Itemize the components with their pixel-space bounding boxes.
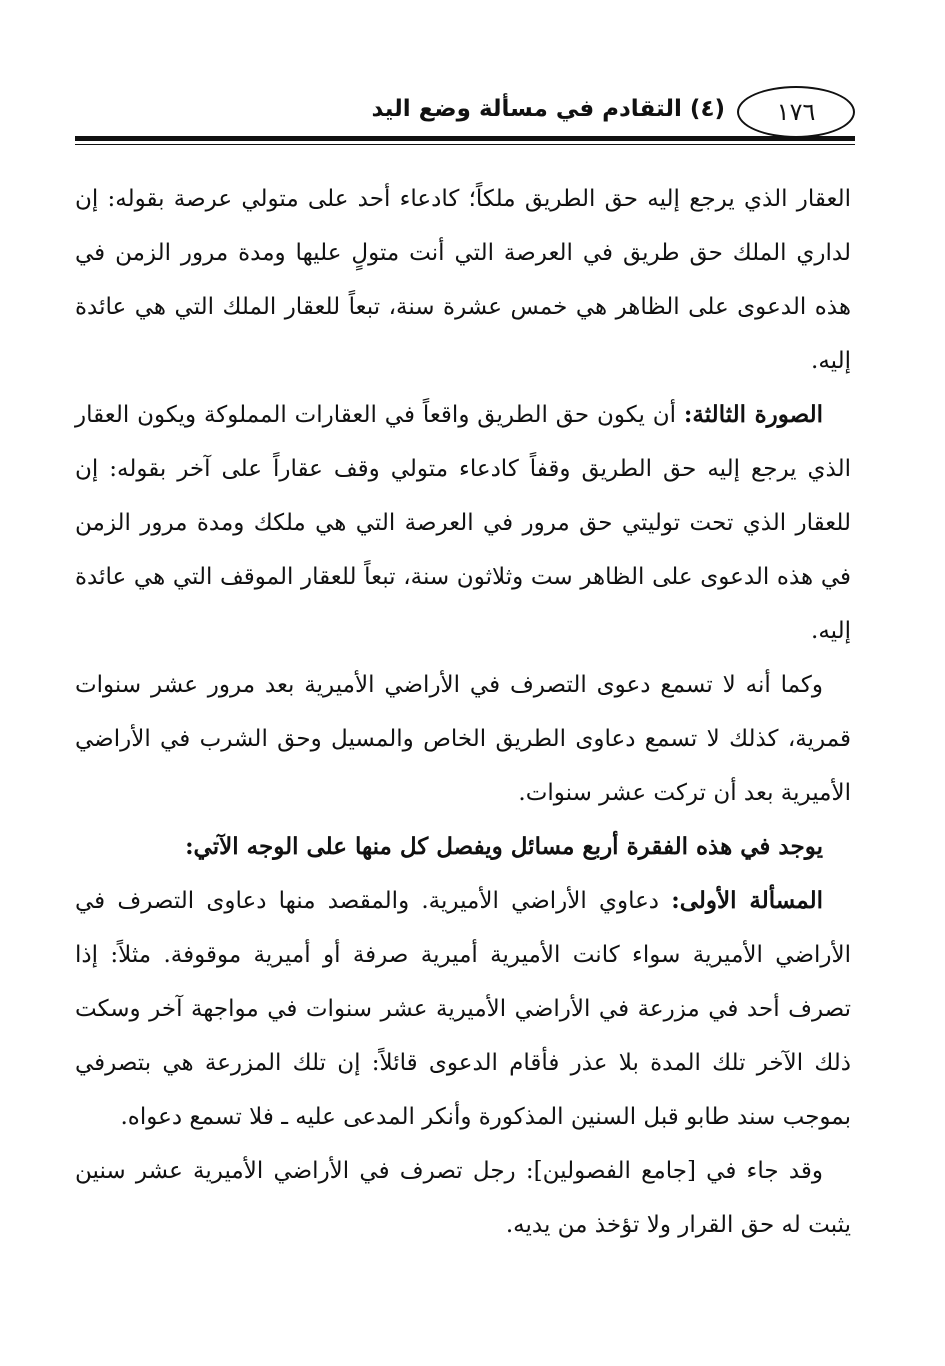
header-rule-thin (75, 144, 855, 145)
paragraph-4-label: المسألة الأولى: (671, 887, 823, 914)
paragraph-5: وقد جاء في [جامع الفصولين]: رجل تصرف في الأراضي الأميرية عشر سنين يثبت له حق القرار ولا تؤخذ من يديه. (75, 1158, 851, 1238)
page-header (75, 82, 855, 152)
body-text (75, 172, 851, 1252)
page-number: ١٧٦ (737, 86, 855, 138)
paragraph-2-text: أن يكون حق الطريق واقعاً في العقارات المملوكة ويكون العقار الذي يرجع إليه حق الطريق وقفاً كادعاء متولي وقف عقاراً على آخر بقوله: إن للعقار الذي تحت توليتي حق مرور في العرصة التي هي ملكك ومدة مرور الزمن في هذه الدعوى على الظاهر ست وثلاثون سنة، تبعاً للعقار الموقف التي هي عائدة إليه. (75, 402, 851, 644)
paragraph-1: العقار الذي يرجع إليه حق الطريق ملكاً؛ كادعاء أحد على متولي عرصة بقوله: إن لداري الملك حق طريق في العرصة التي أنت متولٍ عليها ومدة مرور الزمن في هذه الدعوى على الظاهر هي خمس عشرة سنة، تبعاً للعقار الملك التي هي عائدة إليه. (75, 186, 851, 374)
running-title: (٤) التقادم في مسألة وضع اليد (371, 96, 725, 122)
paragraph-2-label: الصورة الثالثة: (683, 401, 823, 428)
section-heading: يوجد في هذه الفقرة أربع مسائل ويفصل كل منها على الوجه الآتي: (185, 833, 823, 860)
paragraph-3: وكما أنه لا تسمع دعوى التصرف في الأراضي الأميرية بعد مرور عشر سنوات قمرية، كذلك لا تسمع دعاوى الطريق الخاص والمسيل وحق الشرب في الأراضي الأميرية بعد أن تركت عشر سنوات. (75, 672, 851, 806)
header-rule-thick (75, 136, 855, 141)
paragraph-2 (75, 388, 851, 658)
paragraph-4 (75, 874, 851, 1144)
paragraph-4-text: دعاوي الأراضي الأميرية. والمقصد منها دعاوى التصرف في الأراضي الأميرية سواء كانت الأميرية أميرية صرفة أو أميرية موقوفة. مثلاً: إذا تصرف أحد في مزرعة في الأراضي الأميرية عشر سنوات في مواجهة آخر وسكت ذلك الآخر تلك المدة بلا عذر فأقام الدعوى قائلاً: إن تلك المزرعة هي بتصرفي بموجب سند طابو قبل السنين المذكورة وأنكر المدعى عليه ـ فلا تسمع دعواه. (75, 888, 851, 1130)
